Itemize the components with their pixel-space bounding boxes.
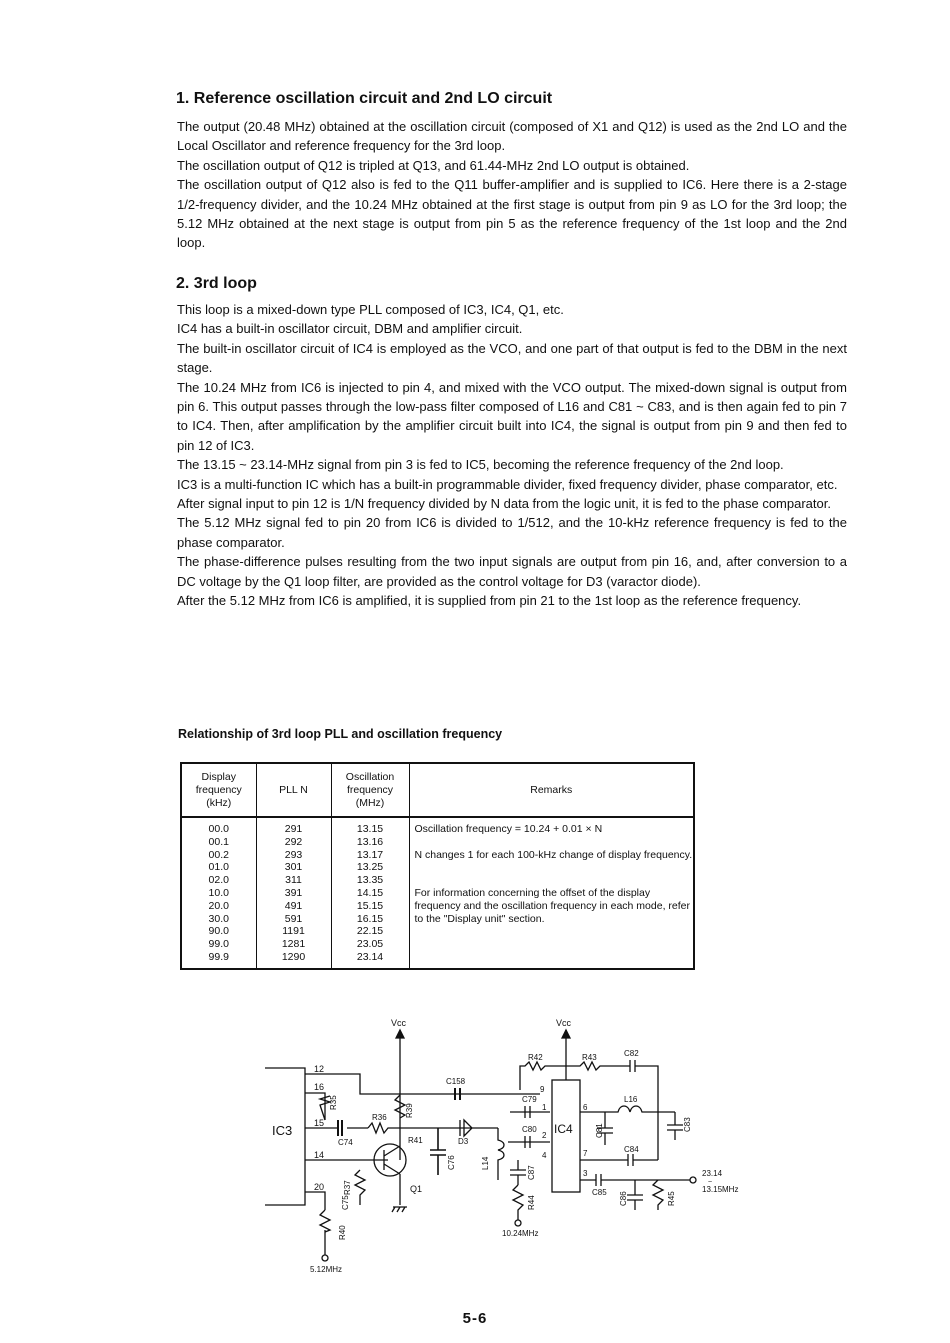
ic4-pin7: 7	[583, 1149, 588, 1158]
freq-10.24: 10.24MHz	[502, 1229, 539, 1238]
section-2-paragraph: The 13.15 ~ 23.14-MHz signal from pin 3 is fed to IC5, becoming the reference frequency of the 2nd loop.	[177, 457, 784, 473]
l14-label: L14	[481, 1156, 490, 1170]
c80-label: C80	[522, 1125, 537, 1134]
vcc-right: Vcc	[556, 1018, 572, 1028]
c74-label: C74	[338, 1138, 353, 1147]
r37-resistor	[355, 1170, 365, 1205]
remark-n-change: N changes 1 for each 100-kHz change of display frequency.	[414, 848, 693, 861]
oscillation-frequency-cell: 13.35	[356, 874, 384, 887]
r40-resistor	[320, 1210, 330, 1232]
remarks-column	[409, 817, 694, 969]
pll-schematic	[250, 1010, 770, 1280]
r43-label: R43	[582, 1053, 597, 1062]
c86-label: C86	[619, 1191, 628, 1206]
ic3-pin20: 20	[314, 1182, 325, 1192]
section-2-paragraph: The phase-difference pulses resulting from the two input signals are output from pin 16, and, after conversion to a DC voltage by the Q1 loop filter, are provided as the control voltage for D3 (varactor diode).	[177, 554, 847, 589]
l16-inductor	[580, 1106, 658, 1112]
oscillation-frequency-cell: 23.14	[356, 950, 384, 963]
display-frequency-cell: 00.0	[208, 823, 229, 835]
oscillation-frequency-cell: 23.05	[356, 938, 384, 951]
ic4-pin9: 9	[540, 1085, 545, 1094]
freq-13.15: 13.15MHz	[702, 1185, 739, 1194]
section-1-body	[177, 117, 847, 253]
c85-label: C85	[592, 1188, 607, 1197]
display-frequency-cell: 00.2	[208, 848, 229, 861]
freq-5.12: 5.12MHz	[310, 1265, 343, 1274]
display-frequency-cell: 02.0	[208, 874, 229, 887]
freq-23.14: 23.14	[702, 1169, 723, 1178]
c74-symbol	[338, 1120, 342, 1136]
r43-resistor	[566, 1062, 630, 1070]
pll-n-cell: 301	[284, 861, 303, 874]
oscillation-frequency-cell: 16.15	[356, 912, 384, 925]
header-display-frequency: Display frequency (kHz)	[181, 763, 256, 817]
pll-n-cell: 293	[284, 848, 303, 861]
ic4-pin6: 6	[583, 1103, 588, 1112]
section-2-paragraph: IC3 is a multi-function IC which has a built-in programmable divider, fixed frequency divider, phase comparator, etc.	[177, 476, 838, 492]
c87-symbol	[510, 1160, 526, 1185]
section-1-paragraph: The output (20.48 MHz) obtained at the oscillation circuit (composed of X1 and Q12) is used as the 2nd LO and the Local Oscillator and reference frequency for the 3rd loop.	[177, 119, 847, 154]
r42-label: R42	[528, 1053, 543, 1062]
c84-symbol	[580, 1154, 658, 1166]
c75-label: C75	[341, 1195, 350, 1210]
freq-range-tilde: ~	[708, 1179, 713, 1186]
section-2-body	[177, 300, 847, 611]
header-oscillation-frequency: Oscillation frequency (MHz)	[331, 763, 409, 817]
c76-label: C76	[447, 1155, 456, 1170]
section-2-paragraph: After signal input to pin 12 is 1/N frequency divided by N data from the logic unit, it is fed to the phase comparator.	[177, 496, 831, 512]
section-2-paragraph: This loop is a mixed-down type PLL composed of IC3, IC4, Q1, etc.	[177, 302, 564, 317]
vcc-left: Vcc	[391, 1018, 407, 1028]
table-body-row	[181, 817, 694, 969]
c76-symbol	[430, 1128, 446, 1175]
frequency-table	[180, 762, 695, 970]
oscillation-frequency-cell: 13.16	[356, 835, 384, 848]
pll-n-cell: 1290	[281, 950, 306, 963]
r36-label: R36	[372, 1113, 387, 1122]
oscillation-frequency-cell: 13.25	[356, 861, 384, 874]
ic4-pin1: 1	[542, 1103, 547, 1112]
pll-n-cell: 1191	[282, 925, 305, 938]
display-frequency-cell: 20.0	[208, 899, 229, 912]
ic4-pin2: 2	[542, 1131, 547, 1140]
display-frequency-cell: 30.0	[208, 912, 229, 925]
display-frequency-cell: 01.0	[208, 861, 229, 874]
d3-varactor	[450, 1120, 498, 1136]
ic3-pin14: 14	[314, 1150, 325, 1160]
section-2-paragraph: The built-in oscillator circuit of IC4 is employed as the VCO, and one part of that output is fed to the DBM in the next stage.	[177, 340, 847, 376]
remark-formula: Oscillation frequency = 10.24 + 0.01 × N	[414, 823, 603, 835]
display-frequency-cell: 10.0	[208, 886, 229, 899]
c82-label: C82	[624, 1049, 639, 1058]
header-remarks: Remarks	[409, 763, 694, 817]
table-header-row	[181, 763, 694, 817]
display-frequency-cell: 99.0	[208, 938, 229, 951]
l14-inductor	[498, 1128, 504, 1180]
c86-symbol	[627, 1180, 643, 1210]
oscillation-frequency-cell: 14.15	[356, 886, 384, 899]
pll-n-cell: 591	[284, 912, 303, 925]
ic3-pin15: 15	[314, 1118, 325, 1128]
display-frequency-column	[181, 817, 256, 969]
input-10.24-terminal	[515, 1220, 521, 1226]
ic4-outline	[552, 1080, 580, 1192]
c87-label: C87	[527, 1165, 536, 1180]
r45-label: R45	[667, 1191, 676, 1206]
header-pll-n: PLL N	[256, 763, 331, 817]
ic4-pin3: 3	[583, 1169, 588, 1178]
display-frequency-cell: 00.1	[208, 835, 229, 848]
ic3-pin16: 16	[314, 1082, 325, 1092]
pll-n-cell: 491	[284, 899, 303, 912]
pll-n-cell: 391	[284, 886, 303, 899]
c158-label: C158	[446, 1077, 466, 1086]
section-1-paragraph: The oscillation output of Q12 also is fed to the Q11 buffer-amplifier and is supplied to IC6. Here there is a 2-stage 1/2-frequency divider, and the 10.24 MHz obtained at the first stage is output from pin 9 as LO for the 3rd loop; the 5.12 MHz obtained at the next stage is output from pin 5 as the reference frequency of the 1st loop and the 2nd loop.	[177, 177, 847, 251]
section-1-heading: 1. Reference oscillation circuit and 2nd LO circuit	[176, 90, 553, 107]
pll-n-column	[256, 817, 331, 969]
q1-label: Q1	[410, 1184, 423, 1194]
section-2-heading: 2. 3rd loop	[176, 275, 257, 292]
r41-label: R41	[408, 1136, 423, 1145]
l16-label: L16	[624, 1095, 638, 1104]
r39-label: R39	[405, 1103, 414, 1118]
ic4-pin4: 4	[542, 1151, 547, 1160]
remark-offset: For information concerning the offset of the display frequency and the oscillation frequency in each mode, refer to the "Display unit" section.	[414, 886, 690, 925]
page-number: 5-6	[462, 1310, 488, 1327]
wire-pin12	[305, 1074, 540, 1094]
section-1-paragraph: The oscillation output of Q12 is tripled at Q13, and 61.44-MHz 2nd LO output is obtained.	[177, 157, 690, 173]
oscillation-frequency-cell: 22.15	[356, 925, 384, 938]
display-frequency-cell: 99.9	[208, 950, 229, 963]
oscillation-frequency-cell: 15.15	[356, 899, 384, 912]
section-2-paragraph: The 5.12 MHz signal fed to pin 20 from IC6 is divided to 1/512, and the 10-kHz reference frequency is fed to the phase comparator.	[177, 515, 847, 550]
c84-label: C84	[624, 1145, 639, 1154]
section-2-paragraph: IC4 has a built-in oscillator circuit, DBM and amplifier circuit.	[177, 321, 523, 337]
pll-n-cell: 291	[284, 823, 303, 835]
oscillation-frequency-cell: 13.17	[356, 848, 384, 861]
pll-n-cell: 311	[285, 874, 302, 887]
ic4-label: IC4	[554, 1122, 573, 1136]
r45-resistor	[653, 1180, 663, 1210]
ic3-label: IC3	[272, 1123, 293, 1138]
section-2-paragraph: After the 5.12 MHz from IC6 is amplified, it is supplied from pin 21 to the 1st loop as the reference frequency.	[177, 593, 802, 609]
r44-label: R44	[527, 1195, 536, 1210]
d3-label: D3	[458, 1137, 469, 1146]
r35-label: R35	[329, 1095, 338, 1110]
input-5.12-terminal	[322, 1255, 328, 1261]
display-frequency-cell: 90.0	[208, 925, 229, 938]
oscillation-frequency-column	[331, 817, 409, 969]
pll-n-cell: 1281	[281, 938, 306, 951]
c81-label: C81	[595, 1123, 604, 1138]
r40-label: R40	[338, 1225, 347, 1240]
table-title: Relationship of 3rd loop PLL and oscillation frequency	[178, 727, 503, 741]
ic3-pin12: 12	[314, 1064, 325, 1074]
oscillation-frequency-cell: 13.15	[356, 823, 384, 835]
c83-symbol	[667, 1112, 683, 1140]
r44-resistor	[513, 1185, 523, 1220]
section-2-paragraph: The 10.24 MHz from IC6 is injected to pin 4, and mixed with the VCO output. The mixed-down signal is output from pin 6. This output passes through the low-pass filter composed of L16 and C81 ~ C83, and is then again fed to pin 7 to IC4. Then, after amplification by the amplifier circuit built into IC4, the signal is output from pin 9 and then fed to pin 12 of IC3.	[177, 379, 847, 453]
c79-label: C79	[522, 1095, 537, 1104]
c83-label: C83	[683, 1117, 692, 1132]
output-terminal	[690, 1177, 696, 1183]
r37-label: R37	[343, 1180, 352, 1195]
pll-n-cell: 292	[284, 835, 303, 848]
